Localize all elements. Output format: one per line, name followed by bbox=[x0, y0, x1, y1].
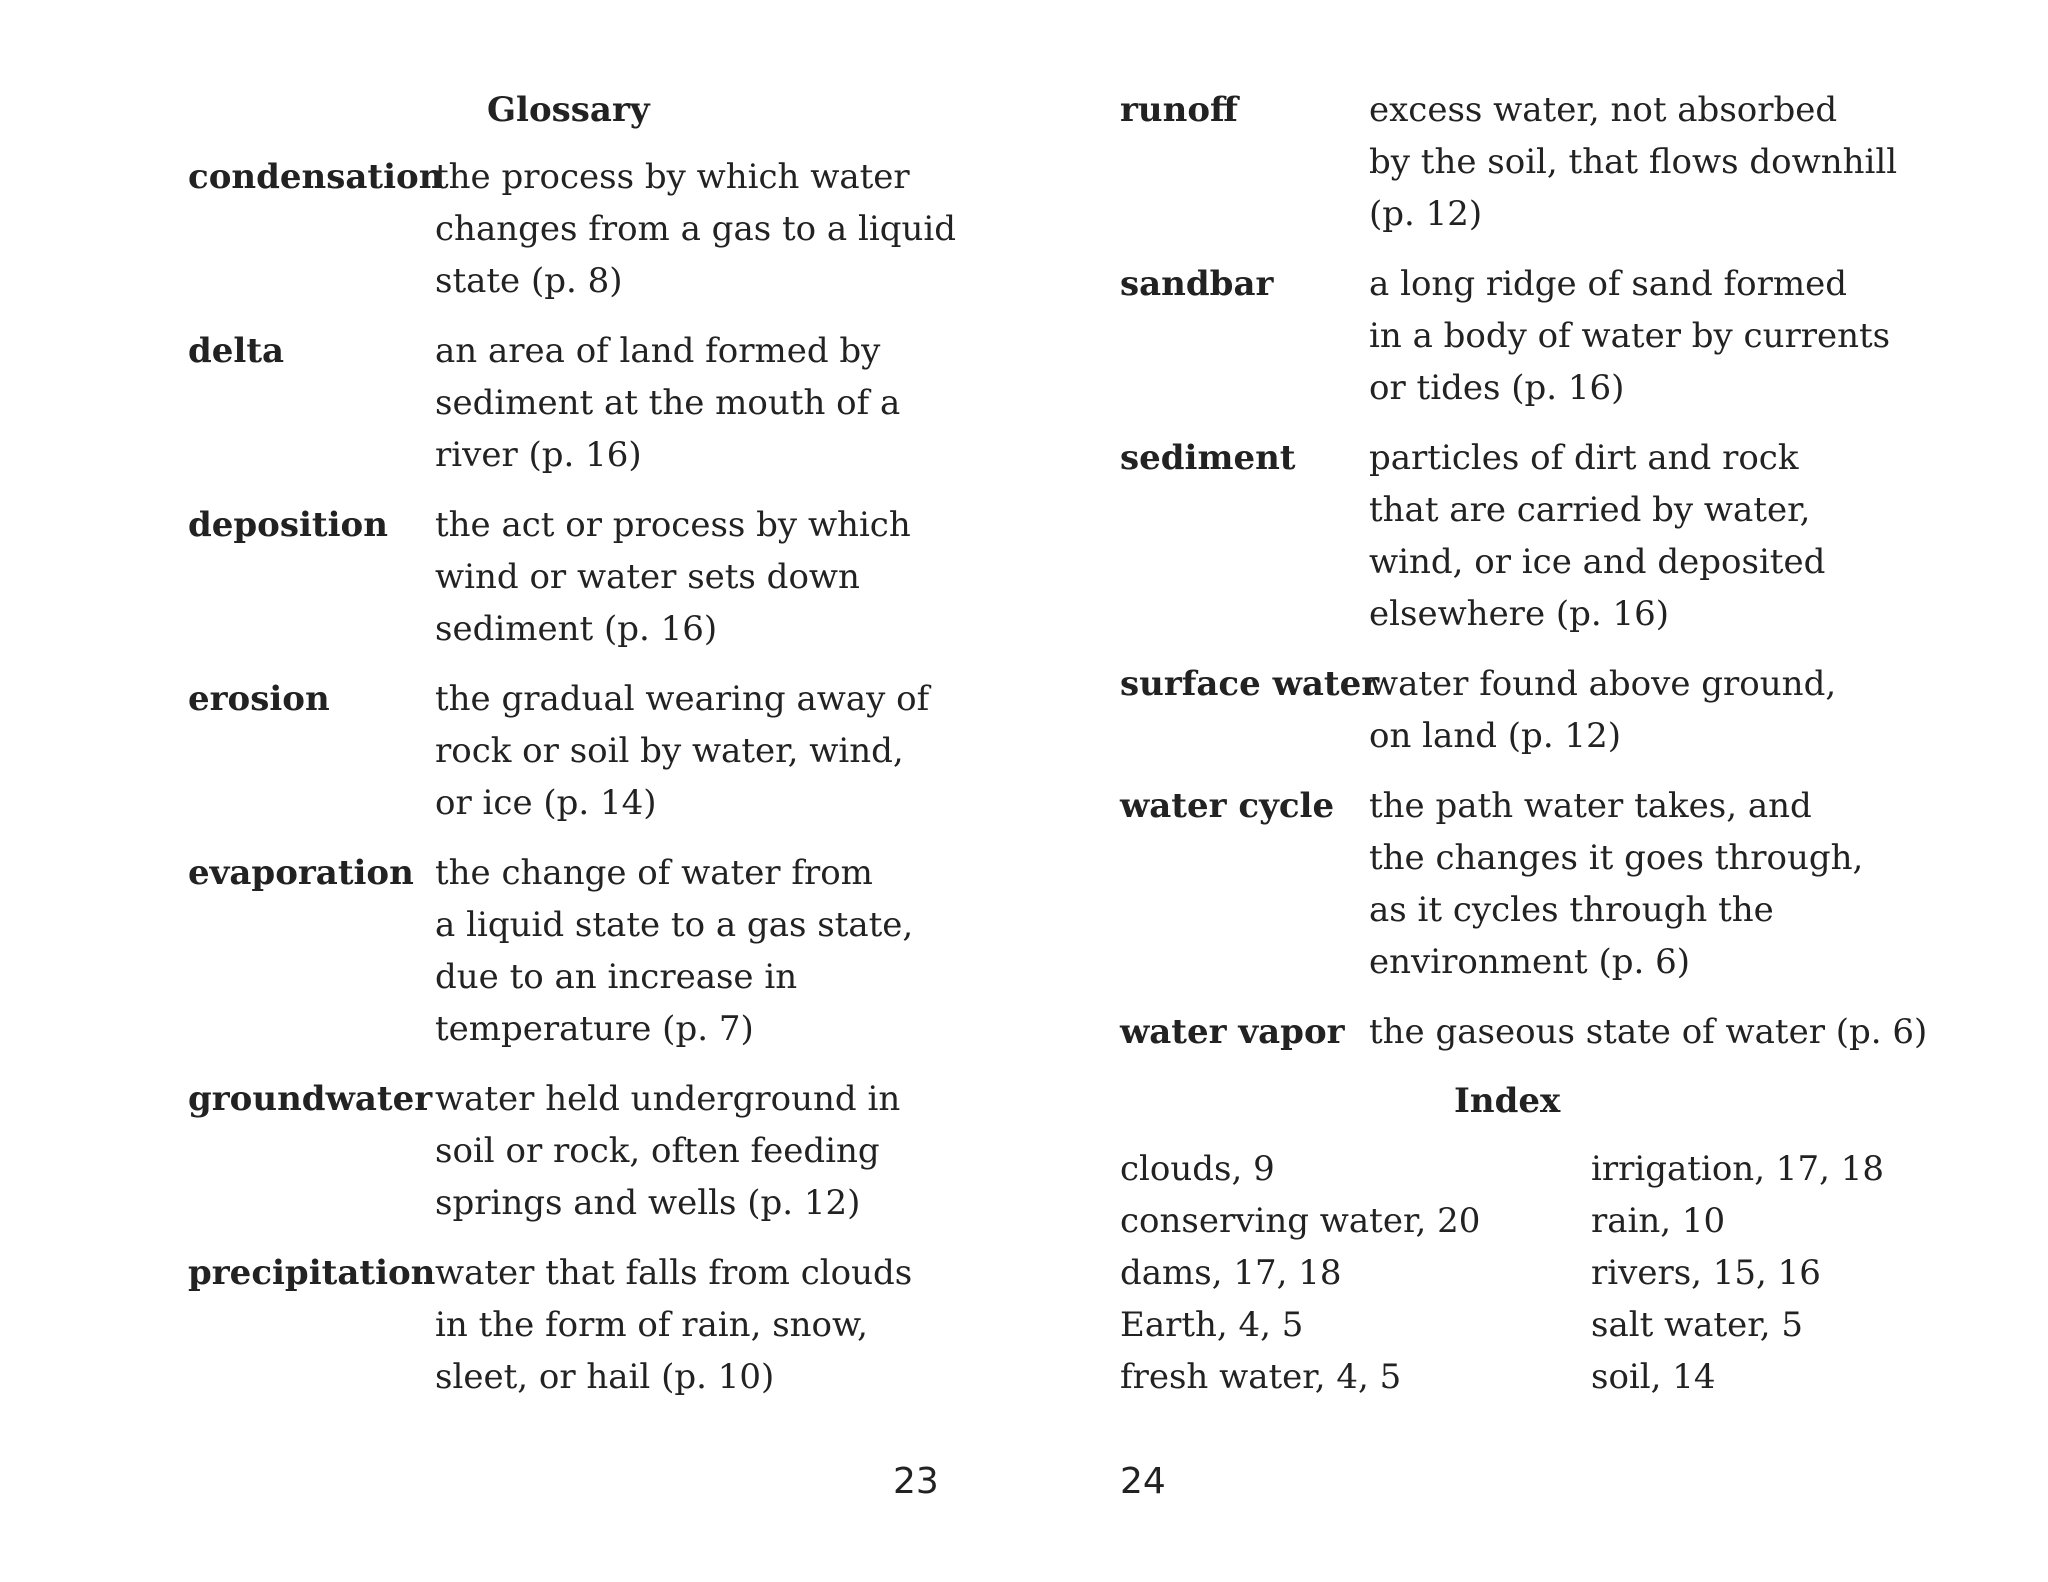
index-column-left bbox=[1120, 1143, 1480, 1403]
index-column-right bbox=[1591, 1143, 1884, 1403]
glossary-term: runoff bbox=[1120, 90, 1238, 130]
index-entry: Earth, 4, 5 bbox=[1120, 1305, 1304, 1345]
glossary-definition: water held underground in soil or rock, often feeding springs and wells (p. 12) bbox=[435, 1079, 901, 1223]
glossary-definition: the gradual wearing away of rock or soil by water, wind, or ice (p. 14) bbox=[435, 679, 930, 823]
page-number: 24 bbox=[1120, 1461, 1166, 1502]
glossary-term: groundwater bbox=[188, 1079, 433, 1119]
glossary-definition: water found above ground, on land (p. 12) bbox=[1369, 664, 1837, 756]
glossary-term: surface water bbox=[1120, 664, 1380, 704]
index-entry: rivers, 15, 16 bbox=[1591, 1253, 1821, 1293]
index-entry: clouds, 9 bbox=[1120, 1149, 1275, 1189]
glossary-term: sandbar bbox=[1120, 264, 1274, 304]
glossary-heading: Glossary bbox=[487, 90, 650, 130]
glossary-definition: the process by which water changes from a gas to a liquid state (p. 8) bbox=[435, 157, 957, 301]
index-heading: Index bbox=[1454, 1081, 1561, 1121]
glossary-definition: an area of land formed by sediment at the mouth of a river (p. 16) bbox=[435, 331, 901, 475]
index-entry: dams, 17, 18 bbox=[1120, 1253, 1342, 1293]
index-entry: soil, 14 bbox=[1591, 1357, 1716, 1397]
index-entry: fresh water, 4, 5 bbox=[1120, 1357, 1402, 1397]
index-entry: salt water, 5 bbox=[1591, 1305, 1803, 1345]
glossary-term: precipitation bbox=[188, 1253, 436, 1293]
glossary-definition: the change of water from a liquid state to a gas state, due to an increase in temperature (p. 7) bbox=[435, 853, 914, 1049]
glossary-term: water cycle bbox=[1120, 786, 1335, 826]
index-entry: irrigation, 17, 18 bbox=[1591, 1149, 1884, 1189]
glossary-definition: a long ridge of sand formed in a body of water by currents or tides (p. 16) bbox=[1369, 264, 1891, 408]
glossary-definition: the act or process by which wind or water sets down sediment (p. 16) bbox=[435, 505, 911, 649]
glossary-term: erosion bbox=[188, 679, 330, 719]
glossary-definition: water that falls from clouds in the form of rain, snow, sleet, or hail (p. 10) bbox=[435, 1253, 913, 1397]
glossary-term: water vapor bbox=[1120, 1012, 1345, 1052]
index-entry: conserving water, 20 bbox=[1120, 1201, 1481, 1241]
glossary-term: sediment bbox=[1120, 438, 1296, 478]
page-number: 23 bbox=[893, 1461, 939, 1502]
glossary-definition: the gaseous state of water (p. 6) bbox=[1369, 1012, 1928, 1052]
glossary-definition: the path water takes, and the changes it goes through, as it cycles through the environment (p. 6) bbox=[1369, 786, 1864, 982]
index-entry: rain, 10 bbox=[1591, 1201, 1726, 1241]
glossary-definition: excess water, not absorbed by the soil, that flows downhill (p. 12) bbox=[1369, 90, 1898, 234]
glossary-term: delta bbox=[188, 331, 285, 371]
glossary-term: evaporation bbox=[188, 853, 414, 893]
right-page bbox=[1024, 0, 2048, 1582]
glossary-term: deposition bbox=[188, 505, 388, 545]
glossary-definition: particles of dirt and rock that are carried by water, wind, or ice and deposited elsewhere (p. 16) bbox=[1369, 438, 1826, 634]
glossary-term: condensation bbox=[188, 157, 444, 197]
